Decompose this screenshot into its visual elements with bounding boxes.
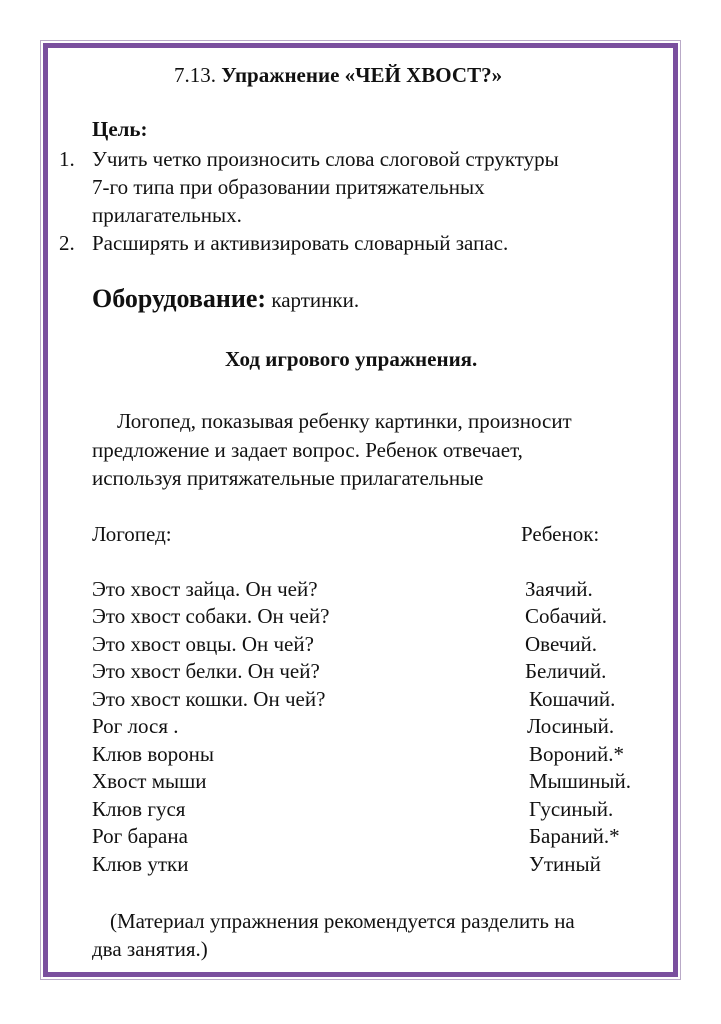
- answer-cell: Вороний.*: [529, 742, 624, 766]
- answer-cell: Собачий.: [525, 604, 607, 628]
- question-cell: Клюв утки: [92, 852, 189, 876]
- intro-line: Логопед, показывая ребенку картинки, произносит: [117, 409, 572, 433]
- goal-item-line: Учить четко произносить слова слоговой структуры: [92, 147, 559, 171]
- question-cell: Рог лося .: [92, 714, 179, 738]
- answer-cell: Беличий.: [525, 659, 607, 683]
- equipment-line: [92, 284, 360, 313]
- intro-line: используя притяжательные прилагательные: [92, 466, 484, 490]
- answer-cell: Овечий.: [525, 632, 598, 656]
- goal-item-line: прилагательных.: [92, 203, 242, 227]
- progress-heading: Ход игрового упражнения.: [225, 347, 478, 371]
- note-line: (Материал упражнения рекомендуется разделить на: [110, 909, 575, 933]
- equipment-heading: Оборудование:: [92, 284, 267, 313]
- column-heading-speech-therapist: Логопед:: [92, 522, 172, 546]
- column-heading-child: Ребенок:: [521, 522, 600, 546]
- question-cell: Это хвост кошки. Он чей?: [92, 687, 326, 711]
- note-line: два занятия.): [92, 937, 208, 961]
- goal-item-number: 1.: [59, 147, 75, 171]
- answer-cell: Мышиный.: [529, 769, 632, 793]
- question-cell: Это хвост зайца. Он чей?: [92, 577, 318, 601]
- question-cell: Это хвост собаки. Он чей?: [92, 604, 330, 628]
- goal-item-number: 2.: [59, 231, 75, 255]
- question-cell: Рог барана: [92, 824, 188, 848]
- goal-heading: Цель:: [92, 117, 148, 141]
- answer-cell: Гусиный.: [529, 797, 614, 821]
- answer-cell: Заячий.: [525, 577, 593, 601]
- question-cell: Это хвост овцы. Он чей?: [92, 632, 314, 656]
- question-cell: Клюв гуся: [92, 797, 186, 821]
- intro-line: предложение и задает вопрос. Ребенок отвечает,: [92, 438, 523, 462]
- goal-item-line: 7-го типа при образовании притяжательных: [92, 175, 485, 199]
- question-cell: Это хвост белки. Он чей?: [92, 659, 320, 683]
- question-cell: Хвост мыши: [92, 769, 207, 793]
- question-cell: Клюв вороны: [92, 742, 214, 766]
- exercise-title: [174, 63, 502, 87]
- exercise-name: Упражнение «ЧЕЙ ХВОСТ?»: [221, 63, 503, 87]
- answer-cell: Лосиный.: [527, 714, 615, 738]
- goal-item-line: Расширять и активизировать словарный запас.: [92, 231, 509, 255]
- exercise-number: 7.13.: [174, 63, 216, 87]
- answer-cell: Бараний.*: [529, 824, 620, 848]
- equipment-value: картинки.: [266, 288, 360, 312]
- answer-cell: Кошачий.: [529, 687, 616, 711]
- answer-cell: Утиный: [529, 852, 601, 876]
